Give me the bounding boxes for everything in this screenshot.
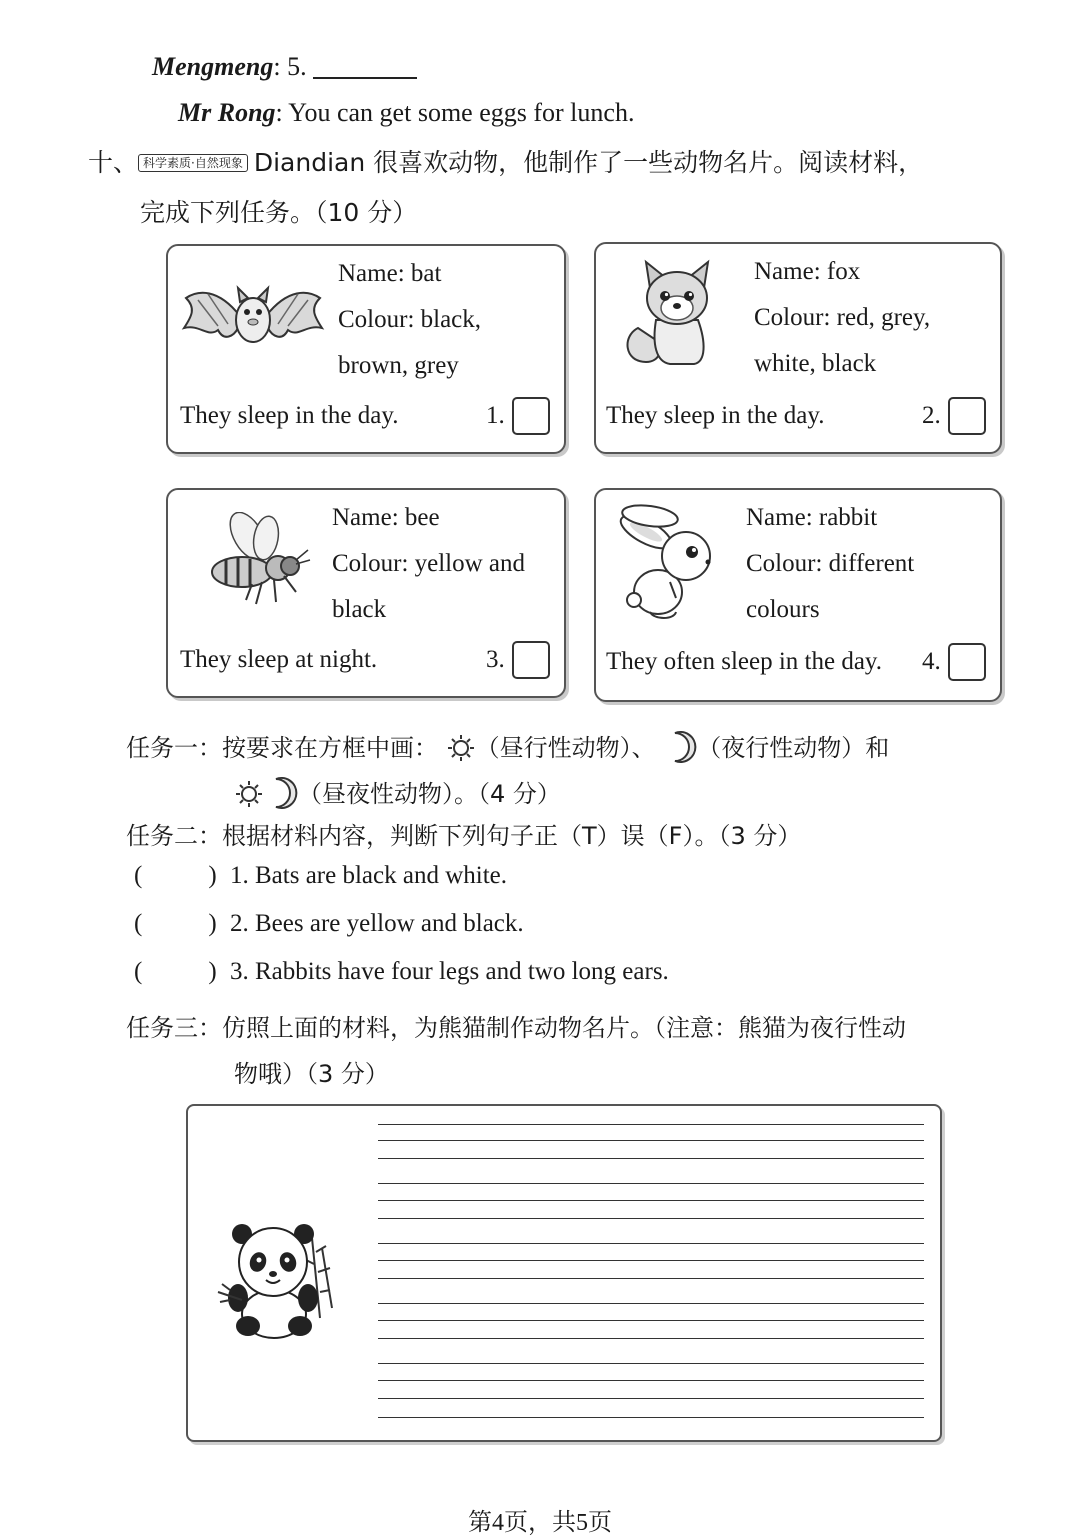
writing-line[interactable] <box>378 1260 924 1261</box>
task1-text-a: 按要求在方框中画： <box>222 734 438 762</box>
writing-line[interactable] <box>378 1320 924 1321</box>
task1-text-b: （昼行性动物）、 <box>475 734 656 762</box>
animal-card-bee <box>166 488 566 698</box>
writing-line[interactable] <box>378 1303 924 1304</box>
tf-text-1: 1. Bats are black and white. <box>230 862 507 889</box>
bat-name: Name: bat <box>338 260 442 287</box>
dialogue-line-2 <box>178 98 634 128</box>
tf-text-3: 3. Rabbits have four legs and two long ears. <box>230 958 669 985</box>
answer-blank-5[interactable] <box>313 77 417 79</box>
rabbit-sleep: They often sleep in the day. <box>606 648 883 675</box>
rabbit-name: Name: rabbit <box>746 504 878 531</box>
animal-card-bat <box>166 244 566 454</box>
fox-name: Name: fox <box>754 258 861 285</box>
tf-text-2: 2. Bees are yellow and black. <box>230 910 524 937</box>
task1-line-1 <box>126 728 889 764</box>
bee-colour-1: Colour: yellow and <box>332 550 526 577</box>
writing-line[interactable] <box>378 1380 924 1381</box>
tf-close-3: ) <box>208 958 217 985</box>
writing-line[interactable] <box>378 1243 924 1244</box>
rabbit-icon <box>610 504 720 622</box>
task1-text-c: （夜行性动物）和 <box>697 734 890 762</box>
writing-line[interactable] <box>378 1363 924 1364</box>
writing-line[interactable] <box>378 1278 924 1279</box>
fox-colour-1: Colour: red, grey, <box>754 304 931 331</box>
writing-line[interactable] <box>378 1140 924 1141</box>
task3-label: 任务三： <box>126 1014 222 1042</box>
dialogue-line-1 <box>152 52 417 82</box>
tf-open-1: ( <box>134 862 143 889</box>
moon-icon <box>264 776 298 810</box>
tf-item-3 <box>134 958 669 986</box>
writing-line[interactable] <box>378 1218 924 1219</box>
card-number-4: 4. <box>922 648 941 675</box>
writing-line[interactable] <box>378 1398 924 1399</box>
rabbit-colour-2: colours <box>746 596 820 623</box>
card-number-3: 3. <box>486 646 505 673</box>
question-title-line-2: 完成下列任务。（10 分） <box>140 198 418 227</box>
task2-line <box>126 816 801 851</box>
sun-icon <box>446 733 476 763</box>
task3-text-1: 仿照上面的材料，为熊猫制作动物名片。（注意：熊猫为夜行性动 <box>222 1014 906 1042</box>
task1-text-d: （昼夜性动物）。（4 分） <box>298 780 561 808</box>
question-number: 十、 <box>88 148 139 177</box>
bat-colour-2: brown, grey <box>338 352 459 379</box>
tf-close-2: ) <box>208 910 217 937</box>
tf-close-1: ) <box>208 862 217 889</box>
answer-box-2[interactable] <box>948 397 986 435</box>
task2-label: 任务二： <box>126 822 222 850</box>
writing-line[interactable] <box>378 1158 924 1159</box>
tf-item-1 <box>134 862 507 890</box>
answer-box-1[interactable] <box>512 397 550 435</box>
rabbit-colour-1: Colour: different <box>746 550 915 577</box>
tf-open-3: ( <box>134 958 143 985</box>
speaker-mr-rong: Mr Rong <box>178 98 276 127</box>
writing-line[interactable] <box>378 1183 924 1184</box>
task3-line-1 <box>126 1008 906 1043</box>
writing-line[interactable] <box>378 1417 924 1418</box>
animal-card-fox <box>594 242 1002 454</box>
panda-card-writing-area <box>186 1104 942 1442</box>
dialogue-text-2: : You can get some eggs for lunch. <box>275 98 635 127</box>
fox-icon <box>620 258 730 370</box>
bat-icon <box>178 268 328 363</box>
task3-line-2: 物哦）（3 分） <box>234 1060 389 1088</box>
speaker-mengmeng: Mengmeng <box>152 52 274 81</box>
fox-colour-2: white, black <box>754 350 877 377</box>
fox-sleep: They sleep in the day. <box>606 402 825 429</box>
animal-card-rabbit <box>594 488 1002 702</box>
bee-sleep: They sleep at night. <box>180 646 378 673</box>
bat-sleep: They sleep in the day. <box>180 402 399 429</box>
task1-line-2 <box>234 774 561 810</box>
moon-icon <box>663 730 697 764</box>
category-tag: 科学素质·自然现象 <box>138 154 248 172</box>
task1-label: 任务一： <box>126 734 222 762</box>
task2-text: 根据材料内容，判断下列句子正（T）误（F）。（3 分） <box>222 822 802 850</box>
bee-colour-2: black <box>332 596 387 623</box>
answer-box-3[interactable] <box>512 641 550 679</box>
bee-icon <box>202 512 314 612</box>
writing-line[interactable] <box>378 1200 924 1201</box>
question-title-line-1 <box>88 143 923 179</box>
bat-colour-1: Colour: black, <box>338 306 482 333</box>
tf-open-2: ( <box>134 910 143 937</box>
writing-line[interactable] <box>378 1124 924 1125</box>
question-title-text: Diandian 很喜欢动物，他制作了一些动物名片。阅读材料， <box>253 148 924 177</box>
answer-box-4[interactable] <box>948 643 986 681</box>
page-footer: 第4页，共5页 <box>468 1510 612 1536</box>
sun-icon <box>234 779 264 809</box>
bee-name: Name: bee <box>332 504 440 531</box>
tf-item-2 <box>134 910 524 938</box>
dialogue-text-1: : 5. <box>273 52 307 81</box>
panda-icon <box>212 1218 342 1342</box>
card-number-2: 2. <box>922 402 941 429</box>
card-number-1: 1. <box>486 402 505 429</box>
writing-line[interactable] <box>378 1338 924 1339</box>
